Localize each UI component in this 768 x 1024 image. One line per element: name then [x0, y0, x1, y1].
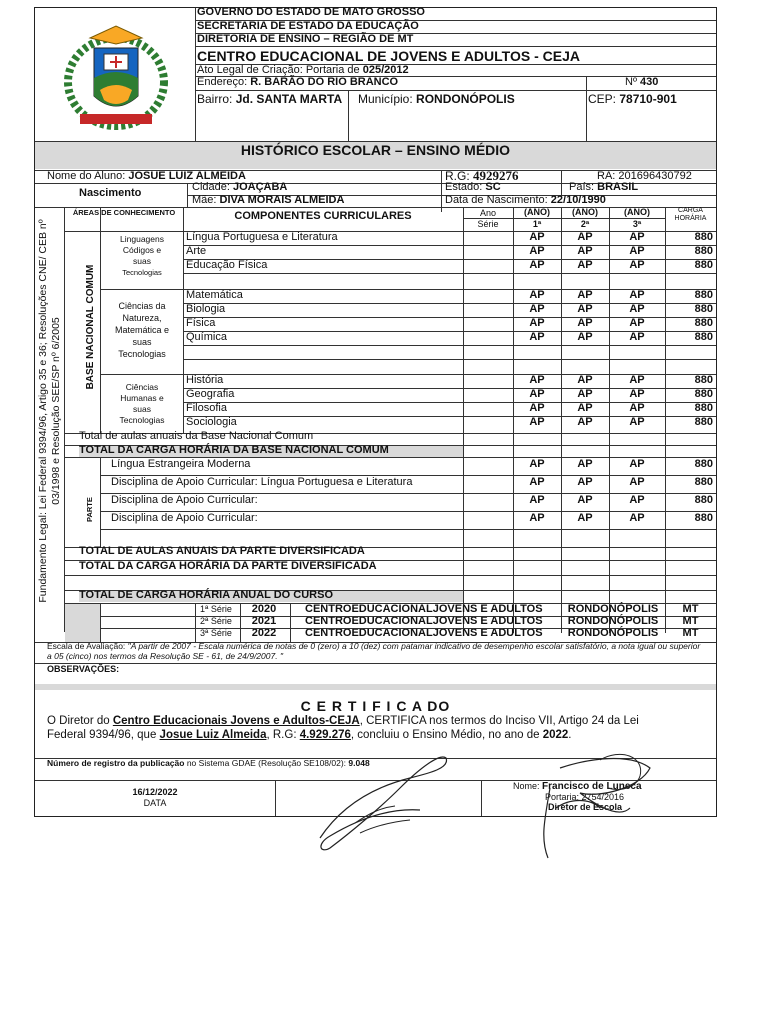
grade-2: AP [577, 374, 593, 386]
pais: País: BRASIL [569, 181, 639, 193]
legal-foundation-note: Fundamento Legal: Lei Federal 9394/96, Artigo 35 e 36; Resoluções CNE/ CEB nº 03/1998 e Resolução SEE/SP nº 6/2005 [37, 219, 62, 603]
ano-2: (ANO) [572, 207, 598, 217]
grade-2: AP [577, 476, 593, 488]
carga-horaria: 880 [694, 512, 713, 524]
grade-1: AP [529, 512, 545, 524]
grade-3: AP [629, 231, 645, 243]
diversified-name: Língua Estrangeira Moderna [111, 458, 251, 470]
grade-1: AP [529, 303, 545, 315]
serie-city: RONDONÓPOLIS [567, 615, 659, 627]
grade-1: AP [529, 259, 545, 271]
grade-3: AP [629, 402, 645, 414]
diversified-name: Disciplina de Apoio Curricular: [111, 494, 258, 506]
cidade: Cidade: JOAÇABA [192, 181, 288, 193]
grade-3: AP [629, 388, 645, 400]
grade-1: AP [529, 476, 545, 488]
carga-horaria: 880 [694, 458, 713, 470]
total-aulas-base: Total de aulas anuais da Base Nacional Comum [79, 430, 314, 442]
grade-2: AP [577, 231, 593, 243]
mae: Mãe: DIVA MORAIS ALMEIDA [192, 194, 345, 206]
header-line-2: SECRETARIA DE ESTADO DA EDUCAÇÃO [197, 20, 419, 32]
grade-1: AP [529, 388, 545, 400]
footer-date: 16/12/2022 [132, 787, 178, 797]
carga-horaria: 880 [694, 231, 713, 243]
parte-label: PARTE [85, 497, 94, 522]
grade-1: AP [529, 416, 545, 428]
grade-2: AP [577, 303, 593, 315]
subject-name: Arte [186, 245, 207, 257]
serie-year: 2020 [251, 603, 277, 615]
subject-name: Educação Física [186, 259, 268, 271]
grade-2: AP [577, 259, 593, 271]
state-coat-of-arms [60, 18, 172, 136]
serie-school: CENTROEDUCACIONALJOVENS E ADULTOS [305, 615, 543, 627]
subject-name: Física [186, 317, 216, 329]
total-carga-div: TOTAL DA CARGA HORÁRIA DA PARTE DIVERSIFICADA [79, 560, 377, 572]
page-title: HISTÓRICO ESCOLAR – ENSINO MÉDIO [240, 142, 511, 158]
ano-label: Ano [479, 208, 496, 218]
director-name: Nome: Francisco de Luneca [513, 781, 642, 792]
observacoes-label: OBSERVAÇÕES: [47, 664, 120, 674]
serie-label: 3ª Série [200, 628, 232, 638]
serie-uf: MT [682, 627, 699, 639]
grade-2: AP [577, 416, 593, 428]
grade-1: AP [529, 331, 545, 343]
serie-uf: MT [682, 603, 699, 615]
grade-3: AP [629, 476, 645, 488]
municipio: Município: RONDONÓPOLIS [358, 92, 515, 106]
area-linguagens: Linguagens Códigos e suas Tecnologias [120, 234, 164, 277]
grade-3: AP [629, 317, 645, 329]
historico-document [34, 7, 717, 817]
subject-name: História [186, 374, 224, 386]
carga-horaria: 880 [694, 317, 713, 329]
grade-1: AP [529, 289, 545, 301]
base-nacional-label: BASE NACIONAL COMUM [85, 264, 96, 390]
componentes-header: COMPONENTES CURRICULARES [234, 210, 412, 222]
areas-header: ÁREAS DE CONHECIMENTO [72, 208, 176, 217]
grade-2: AP [577, 388, 593, 400]
endereco: Endereço: R. BARÃO DO RIO BRANCO [197, 76, 399, 88]
subject-name: Língua Portuguesa e Literatura [186, 231, 338, 243]
grade-1: AP [529, 231, 545, 243]
grade-1: AP [529, 458, 545, 470]
subject-name: Sociologia [186, 416, 237, 428]
grade-2: AP [577, 512, 593, 524]
grade-3: AP [629, 458, 645, 470]
carga-horaria: 880 [694, 402, 713, 414]
grade-1: AP [529, 494, 545, 506]
footer-date-label: DATA [143, 798, 167, 808]
data-nascimento: Data de Nascimento: 22/10/1990 [445, 194, 606, 206]
serie-city: RONDONÓPOLIS [567, 603, 659, 615]
serie-label: 2ª Série [200, 616, 232, 626]
serie-year: 2021 [251, 615, 277, 627]
grade-3: AP [629, 331, 645, 343]
diversified-name: Disciplina de Apoio Curricular: [111, 512, 258, 524]
grade-3: AP [629, 245, 645, 257]
grade-3: AP [629, 259, 645, 271]
carga-horaria: 880 [694, 245, 713, 257]
subject-name: Geografia [186, 388, 235, 400]
subject-name: Matemática [186, 289, 243, 301]
serie-school: CENTROEDUCACIONALJOVENS E ADULTOS [305, 603, 543, 615]
serie-school: CENTROEDUCACIONALJOVENS E ADULTOS [305, 627, 543, 639]
grade-3: AP [629, 512, 645, 524]
bairro: Bairro: Jd. SANTA MARTA [197, 92, 343, 106]
carga-horaria: 880 [694, 494, 713, 506]
carga-horaria: 880 [694, 331, 713, 343]
grade-3: AP [629, 494, 645, 506]
serie-3: 3ª [632, 219, 642, 229]
grade-3: AP [629, 303, 645, 315]
carga-horaria: 880 [694, 374, 713, 386]
subject-name: Filosofia [186, 402, 227, 414]
grade-2: AP [577, 331, 593, 343]
diversified-name: Disciplina de Apoio Curricular: Língua Portuguesa e Literatura [111, 476, 413, 488]
director-portaria: Portaria: 2754/2016 [545, 792, 625, 802]
area-ciencias-humanas: Ciências Humanas e suas Tecnologias [119, 382, 165, 425]
subject-name: Química [186, 331, 227, 343]
estado: Estado: SC [445, 181, 501, 193]
grade-3: AP [629, 289, 645, 301]
registro-publicacao: Número de registro da publicação no Sistema GDAE (Resolução SE108/02): 9.048 [47, 758, 370, 768]
ato-legal: Ato Legal de Criação: Portaria de 025/2012 [197, 64, 409, 76]
serie-1: 1ª [532, 219, 542, 229]
ano-3: (ANO) [624, 207, 650, 217]
serie-year: 2022 [251, 627, 277, 639]
grade-3: AP [629, 416, 645, 428]
endereco-numero: Nº 430 [625, 76, 659, 88]
serie-uf: MT [682, 615, 699, 627]
total-carga-base: TOTAL DA CARGA HORÁRIA DA BASE NACIONAL COMUM [79, 444, 389, 456]
carga-horaria: 880 [694, 476, 713, 488]
serie-2: 2ª [580, 219, 590, 229]
serie-label: Série [477, 219, 499, 229]
handwritten-signatures [300, 748, 720, 868]
certificado-text-2: Federal 9394/96, que Josue Luiz Almeida, R.G: 4.929.276, concluiu o Ensino Médio, no ano de 2022. [47, 729, 572, 741]
certificado-text-1: O Diretor do Centro Educacionais Jovens e Adultos-CEJA, CERTIFICA nos termos do Inciso VII, Artigo 24 da Lei [47, 715, 639, 727]
carga-horaria: 880 [694, 416, 713, 428]
grade-2: AP [577, 317, 593, 329]
school-name: CENTRO EDUCACIONAL DE JOVENS E ADULTOS - CEJA [197, 48, 580, 64]
nascimento-label: Nascimento [79, 187, 142, 199]
area-ciencias-natureza: Ciências da Natureza, Matemática e suas Tecnologias [114, 301, 170, 359]
student-name: Nome do Aluno: JOSUE LUIZ ALMEIDA [47, 170, 246, 182]
student-rg: R.G: 4929276 [445, 168, 519, 183]
grade-3: AP [629, 374, 645, 386]
grade-1: AP [529, 317, 545, 329]
serie-city: RONDONÓPOLIS [567, 627, 659, 639]
cep: CEP: 78710-901 [588, 92, 677, 106]
carga-horaria: 880 [694, 388, 713, 400]
total-carga-curso: TOTAL DE CARGA HORÁRIA ANUAL DO CURSO [79, 589, 334, 601]
carga-horaria: 880 [694, 289, 713, 301]
grade-1: AP [529, 374, 545, 386]
grade-2: AP [577, 458, 593, 470]
serie-label: 1ª Série [200, 604, 232, 614]
grade-2: AP [577, 289, 593, 301]
director-role: Diretor de Escola [548, 802, 623, 812]
ano-1: (ANO) [524, 207, 550, 217]
carga-header: CARGA HORÁRIA [674, 207, 707, 222]
grade-1: AP [529, 402, 545, 414]
certificado-title: C E R T I F I C A DO [300, 698, 451, 714]
grade-2: AP [577, 494, 593, 506]
grade-1: AP [529, 245, 545, 257]
subject-name: Biologia [186, 303, 226, 315]
carga-horaria: 880 [694, 303, 713, 315]
total-aulas-div: TOTAL DE AULAS ANUAIS DA PARTE DIVERSIFICADA [79, 545, 365, 557]
student-ra: RA: 201696430792 [597, 170, 692, 182]
carga-horaria: 880 [694, 259, 713, 271]
header-line-3: DIRETORIA DE ENSINO – REGIÃO DE MT [197, 33, 414, 45]
grade-2: AP [577, 402, 593, 414]
grade-2: AP [577, 245, 593, 257]
escala-avaliacao: Escala de Avaliação: "A partir de 2007 - Escala numérica de notas de 0 (zero) a 10 (dez) com patamar indicativo de desempenho escolar satisfatório, a nota igual ou superior a 05 (cinco) nos termos da Resolução SE - 61, de 24/9/2007. " [47, 641, 701, 661]
header-line-1: GOVERNO DO ESTADO DE MATO GROSSO [197, 6, 425, 18]
